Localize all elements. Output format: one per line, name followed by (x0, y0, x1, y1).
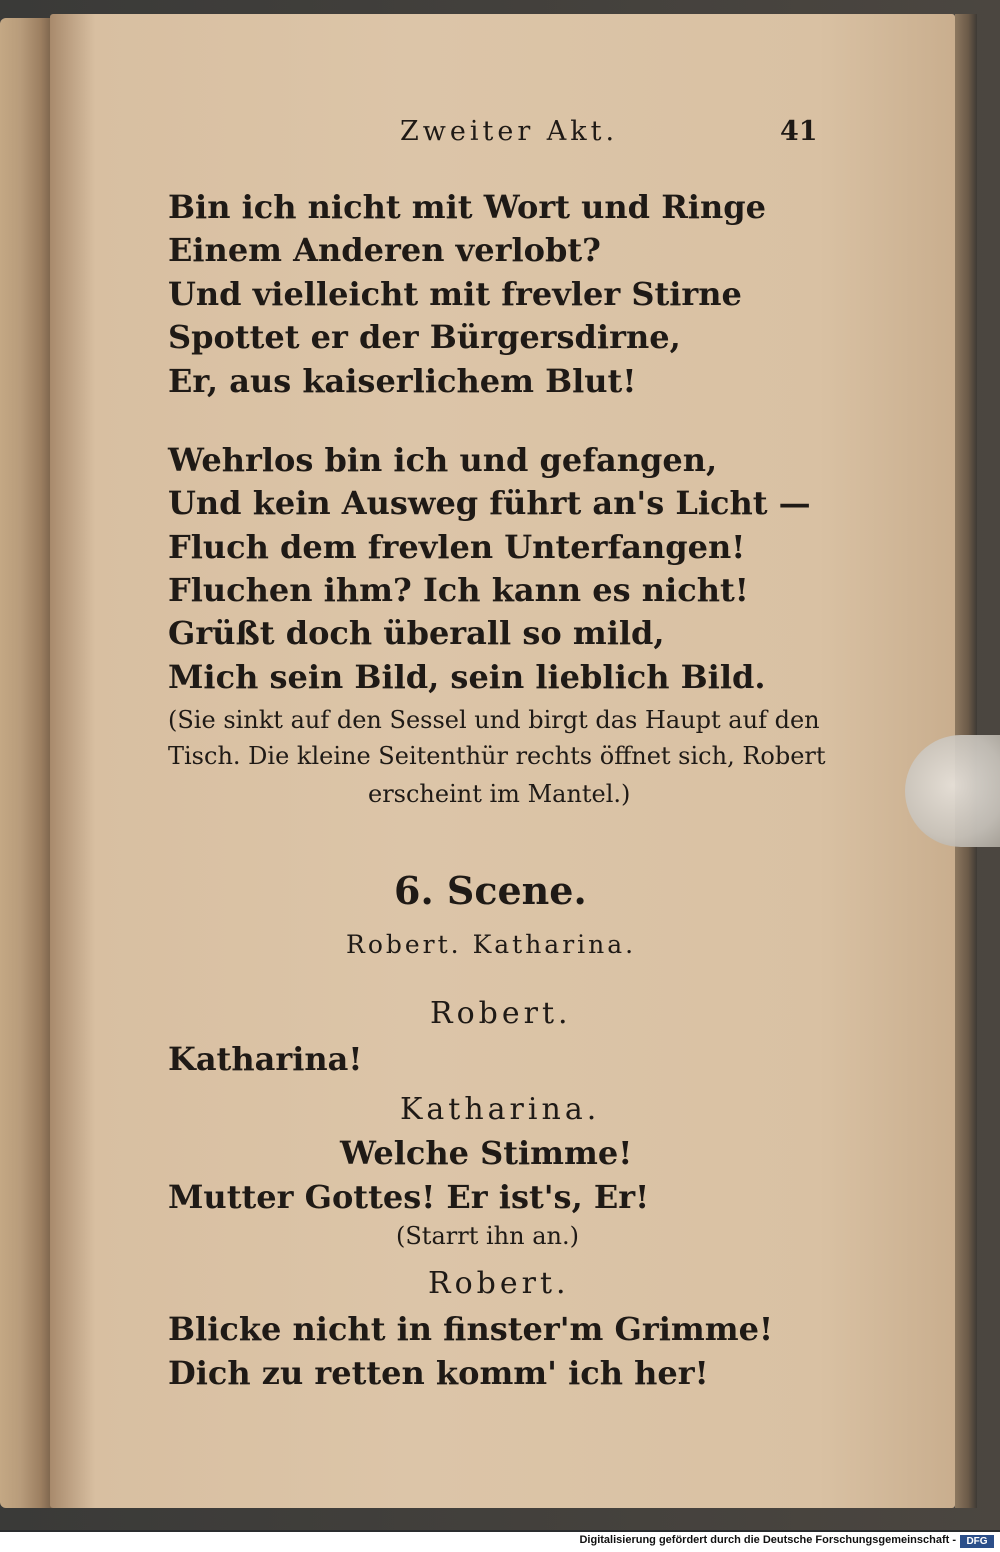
speaker-name: Robert. (428, 1266, 570, 1301)
funding-credit: Digitalisierung gefördert durch die Deutsche Forschungsgemeinschaft - (579, 1534, 956, 1546)
verse-line: Grüßt doch überall so mild, (168, 614, 665, 652)
stage-direction: (Sie sinkt auf den Sessel und birgt das Haupt auf den (168, 706, 820, 734)
dialogue-line: Welche Stimme! (340, 1134, 633, 1172)
verse-line: Mich sein Bild, sein lieblich Bild. (168, 658, 766, 696)
dfg-logo: DFG (960, 1535, 994, 1548)
dialogue-line: Blicke nicht in finster'm Grimme! (168, 1310, 773, 1348)
verse-line: Einem Anderen verlobt? (168, 231, 601, 269)
speaker-name: Robert. (430, 996, 572, 1031)
speaker-name: Katharina. (400, 1092, 601, 1127)
verse-line: Und kein Ausweg führt an's Licht — (168, 484, 811, 522)
stage-direction: erscheint im Mantel.) (368, 780, 631, 808)
dialogue-line: Mutter Gottes! Er ist's, Er! (168, 1178, 650, 1216)
digitization-footer (0, 1532, 1000, 1552)
stage-direction: Tisch. Die kleine Seitenthür rechts öffnet sich, Robert (168, 742, 826, 770)
verse-line: Bin ich nicht mit Wort und Ringe (168, 188, 766, 226)
dialogue-line: Dich zu retten komm' ich her! (168, 1354, 709, 1392)
running-header: Zweiter Akt. (400, 116, 619, 147)
page-number: 41 (780, 116, 818, 147)
dialogue-line: Katharina! (168, 1040, 363, 1078)
stage-direction: (Starrt ihn an.) (396, 1222, 579, 1250)
scene-heading: 6. Scene. (394, 868, 587, 913)
verse-line: Fluch dem frevlen Unterfangen! (168, 528, 746, 566)
verse-line: Spottet er der Bürgersdirne, (168, 318, 681, 356)
verse-line: Und vielleicht mit frevler Stirne (168, 275, 742, 313)
verse-line: Wehrlos bin ich und gefangen, (168, 441, 718, 479)
verse-line: Fluchen ihm? Ich kann es nicht! (168, 571, 749, 609)
verse-line: Er, aus kaiserlichem Blut! (168, 362, 637, 400)
scene-characters: Robert. Katharina. (346, 930, 637, 959)
